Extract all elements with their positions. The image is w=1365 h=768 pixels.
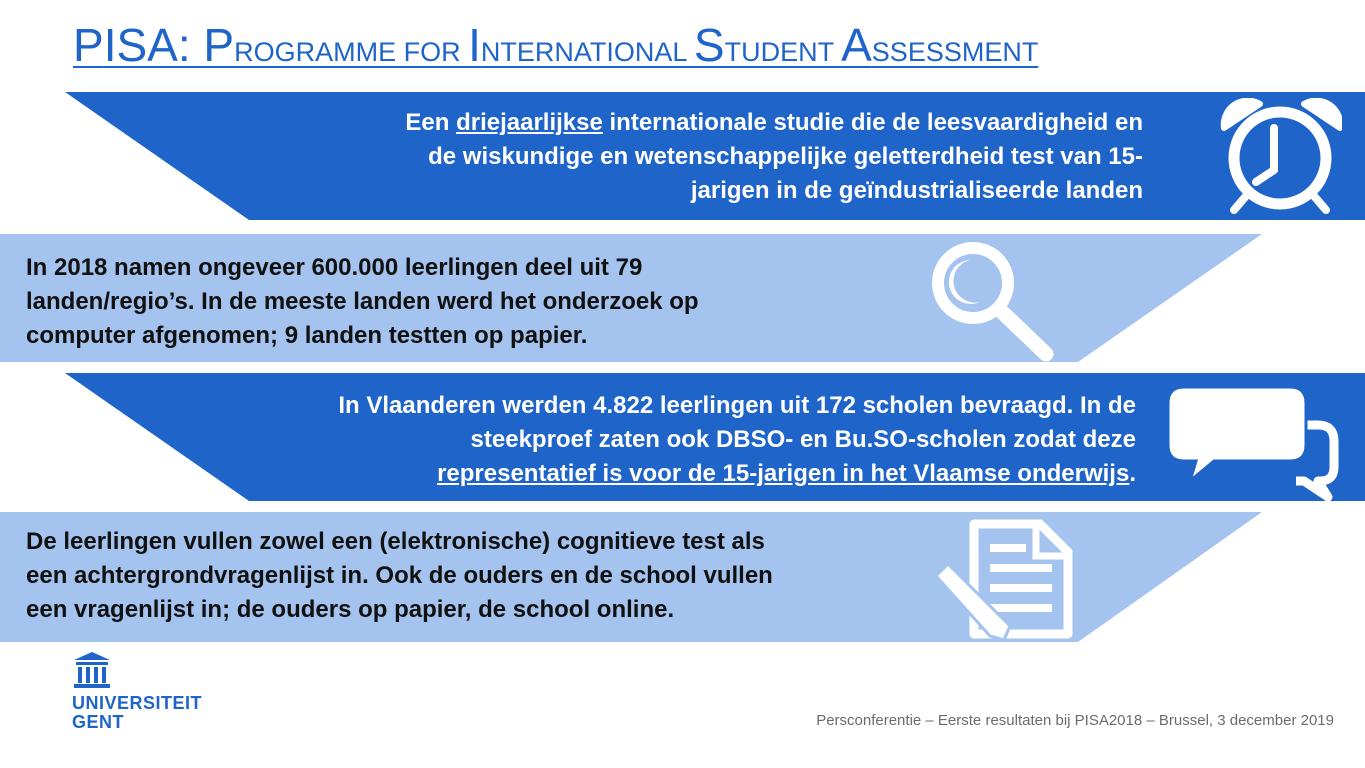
band-4-line-1: De leerlingen vullen zowel een (elektronische) cognitieve test als — [26, 528, 765, 555]
alarm-clock-icon — [1212, 98, 1342, 218]
title-cap: S — [693, 19, 725, 71]
chat-bubbles-icon — [1168, 381, 1348, 506]
text-span: . — [1129, 460, 1136, 487]
band-3-text — [338, 389, 1136, 491]
band-4-text — [26, 525, 773, 627]
underlined-term: representatief is voor de 15-jarigen in het Vlaamse onderwijs — [437, 460, 1130, 487]
title-cap: P — [73, 19, 104, 71]
page-title — [73, 19, 1039, 71]
band-4-line-2: een achtergrondvragenlijst in. Ook de ouders en de school vullen — [26, 562, 773, 589]
logo-text — [72, 694, 202, 732]
band-1-line-3: jarigen in de geïndustrialiseerde landen — [690, 177, 1143, 204]
band-3-line-1: In Vlaanderen werden 4.822 leerlingen uit 172 scholen bevraagd. In de — [338, 392, 1136, 419]
footer-text: Persconferentie – Eerste resultaten bij PISA2018 – Brussel, 3 december 2019 — [816, 712, 1334, 729]
document-pencil-icon — [928, 518, 1078, 643]
underlined-term: driejaarlijkse — [456, 109, 603, 136]
band-1-text — [405, 106, 1143, 208]
band-4-line-3: een vragenlijst in; de ouders op papier, de school online. — [26, 596, 675, 623]
title-part: ROGRAMME FOR — [234, 37, 469, 67]
logo-line-1: UNIVERSITEIT — [72, 693, 203, 713]
title-cap: A — [841, 19, 872, 71]
info-band-1 — [0, 92, 1365, 220]
title-part: ISA: — [103, 19, 204, 71]
logo-line-2: GENT — [72, 712, 125, 732]
universiteit-gent-logo — [72, 650, 203, 732]
magnifier-icon — [928, 238, 1058, 363]
text-span: Een — [405, 109, 457, 136]
band-3-line-3 — [338, 457, 1136, 491]
band-2-line-2: landen/regio’s. In de meeste landen werd het onderzoek op — [26, 288, 699, 315]
band-1-line-1 — [405, 106, 1143, 140]
band-2-line-3: computer afgenomen; 9 landen testten op papier. — [26, 322, 588, 349]
band-1-line-2: de wiskundige en wetenschappelijke geletterdheid test van 15- — [428, 143, 1143, 170]
title-part: NTERNATIONAL — [480, 37, 694, 67]
band-2-line-1: In 2018 namen ongeveer 600.000 leerlingen deel uit 79 — [26, 254, 643, 281]
building-icon — [72, 650, 112, 690]
title-part: TUDENT — [724, 37, 842, 67]
info-band-4 — [0, 512, 1365, 642]
title-cap: P — [203, 19, 235, 71]
info-band-2 — [0, 234, 1365, 362]
title-part: SSESSMENT — [871, 37, 1039, 67]
text-span: internationale studie die de leesvaardigheid en — [602, 109, 1143, 136]
band-2-text — [26, 251, 699, 353]
info-band-3 — [0, 373, 1365, 501]
title-cap: I — [468, 19, 481, 71]
band-3-line-2: steekproef zaten ook DBSO- en Bu.SO-scholen zodat deze — [470, 426, 1136, 453]
